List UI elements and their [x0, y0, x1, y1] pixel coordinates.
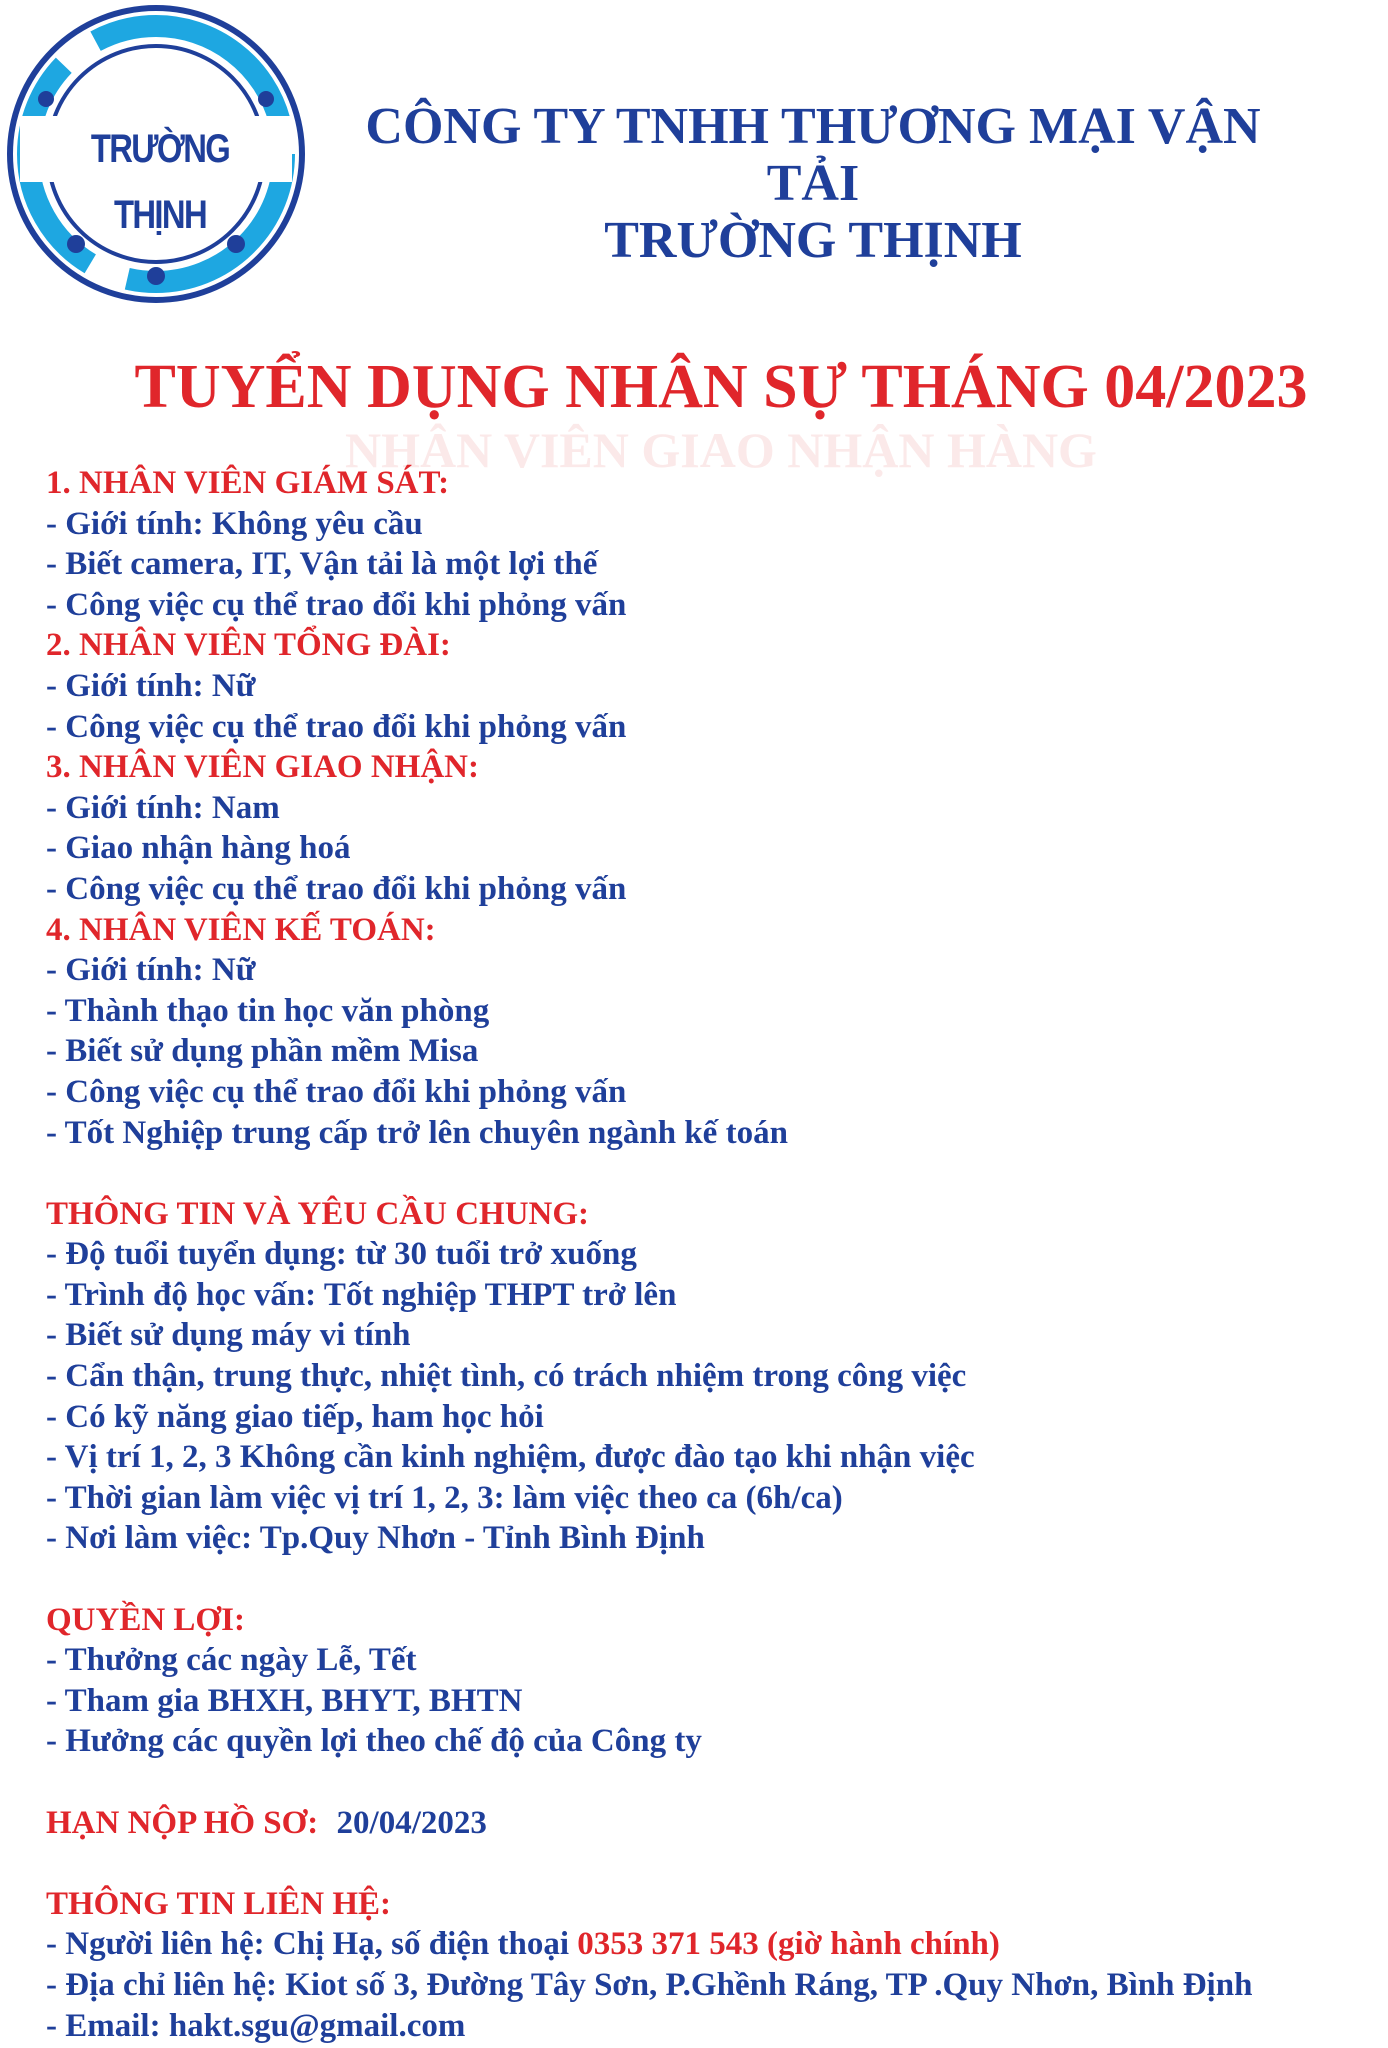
company-name-line1: CÔNG TY TNHH THƯƠNG MẠI VẬN TẢI — [365, 98, 1261, 212]
list-item: - Cẩn thận, trung thực, nhiệt tình, có trách nhiệm trong công việc — [46, 1358, 967, 1395]
list-item: - Biết camera, IT, Vận tải là một lợi thế — [46, 546, 598, 583]
page-title: TUYỂN DỤNG NHÂN SỰ THÁNG 04/2023 — [134, 353, 1308, 421]
contact-address: - Địa chỉ liên hệ: Kiot số 3, Đường Tây Sơn, P.Ghềnh Ráng, TP .Quy Nhơn, Bình Định — [46, 1966, 1253, 2003]
spacer — [46, 1843, 1386, 1884]
logo-text: TRƯỜNG THỊNH — [90, 127, 230, 237]
list-item: - Thành thạo tin học văn phòng — [46, 992, 490, 1029]
list-item: - Nơi làm việc: Tp.Quy Nhơn - Tỉnh Bình Định — [46, 1520, 705, 1557]
spacer — [46, 1762, 1386, 1803]
deadline-value: 20/04/2023 — [336, 1804, 487, 1841]
list-item: - Công việc cụ thể trao đổi khi phỏng vấn — [46, 870, 627, 907]
list-item: - Công việc cụ thể trao đổi khi phỏng vấn — [46, 586, 627, 623]
list-item: - Giới tính: Nữ — [46, 667, 256, 704]
deadline-row — [46, 1803, 1386, 1844]
contact-phone[interactable]: 0353 371 543 (giờ hành chính) — [577, 1926, 1000, 1963]
list-item: - Giới tính: Nam — [46, 789, 280, 826]
general-heading: THÔNG TIN VÀ YÊU CẦU CHUNG: — [46, 1195, 590, 1232]
contact-person-row — [46, 1924, 1386, 1965]
position-heading: 2. NHÂN VIÊN TỔNG ĐÀI: — [46, 627, 451, 664]
list-item: - Biết sử dụng phần mềm Misa — [46, 1033, 479, 1070]
list-item: - Thưởng các ngày Lễ, Tết — [46, 1642, 417, 1679]
company-name — [318, 98, 1308, 269]
watermark-text: NHÂN VIÊN GIAO NHẬN HÀNG — [345, 422, 1097, 478]
position-heading: 1. NHÂN VIÊN GIÁM SÁT: — [46, 465, 450, 501]
list-item: - Vị trí 1, 2, 3 Không cần kinh nghiệm, được đào tạo khi nhận việc — [46, 1439, 975, 1476]
list-item: - Biết sử dụng máy vi tính — [46, 1317, 411, 1354]
spacer — [46, 1559, 1386, 1600]
contact-heading: THÔNG TIN LIÊN HỆ: — [46, 1885, 392, 1922]
contact-email[interactable]: - Email: hakt.sgu@gmail.com — [46, 2007, 466, 2044]
job-posting-body — [46, 463, 1386, 2046]
list-item: - Giới tính: Nữ — [46, 952, 256, 989]
list-item: - Thời gian làm việc vị trí 1, 2, 3: làm việc theo ca (6h/ca) — [46, 1479, 843, 1516]
deadline-label: HẠN NỘP HỒ SƠ: — [46, 1804, 319, 1841]
list-item: - Độ tuổi tuyển dụng: từ 30 tuổi trở xuống — [46, 1236, 637, 1273]
list-item: - Giới tính: Không yêu cầu — [46, 505, 423, 542]
list-item: - Công việc cụ thể trao đổi khi phỏng vấn — [46, 1073, 627, 1110]
list-item: - Công việc cụ thể trao đổi khi phỏng vấn — [46, 708, 627, 745]
list-item: - Có kỹ năng giao tiếp, ham học hỏi — [46, 1398, 544, 1435]
list-item: - Tham gia BHXH, BHYT, BHTN — [46, 1682, 523, 1719]
company-name-line2: TRƯỜNG THỊNH — [604, 212, 1022, 269]
spacer — [46, 1153, 1386, 1194]
contact-person: - Người liên hệ: Chị Hạ, số điện thoại — [46, 1926, 570, 1963]
list-item: - Hưởng các quyền lợi theo chế độ của Công ty — [46, 1723, 702, 1760]
list-item: - Tốt Nghiệp trung cấp trở lên chuyên ngành kế toán — [46, 1114, 788, 1151]
list-item: - Trình độ học vấn: Tốt nghiệp THPT trở lên — [46, 1276, 677, 1313]
company-logo — [6, 4, 306, 304]
list-item: - Giao nhận hàng hoá — [46, 830, 351, 867]
position-heading: 4. NHÂN VIÊN KẾ TOÁN: — [46, 911, 436, 948]
benefits-heading: QUYỀN LỢI: — [46, 1601, 245, 1638]
position-heading: 3. NHÂN VIÊN GIAO NHẬN: — [46, 749, 479, 786]
